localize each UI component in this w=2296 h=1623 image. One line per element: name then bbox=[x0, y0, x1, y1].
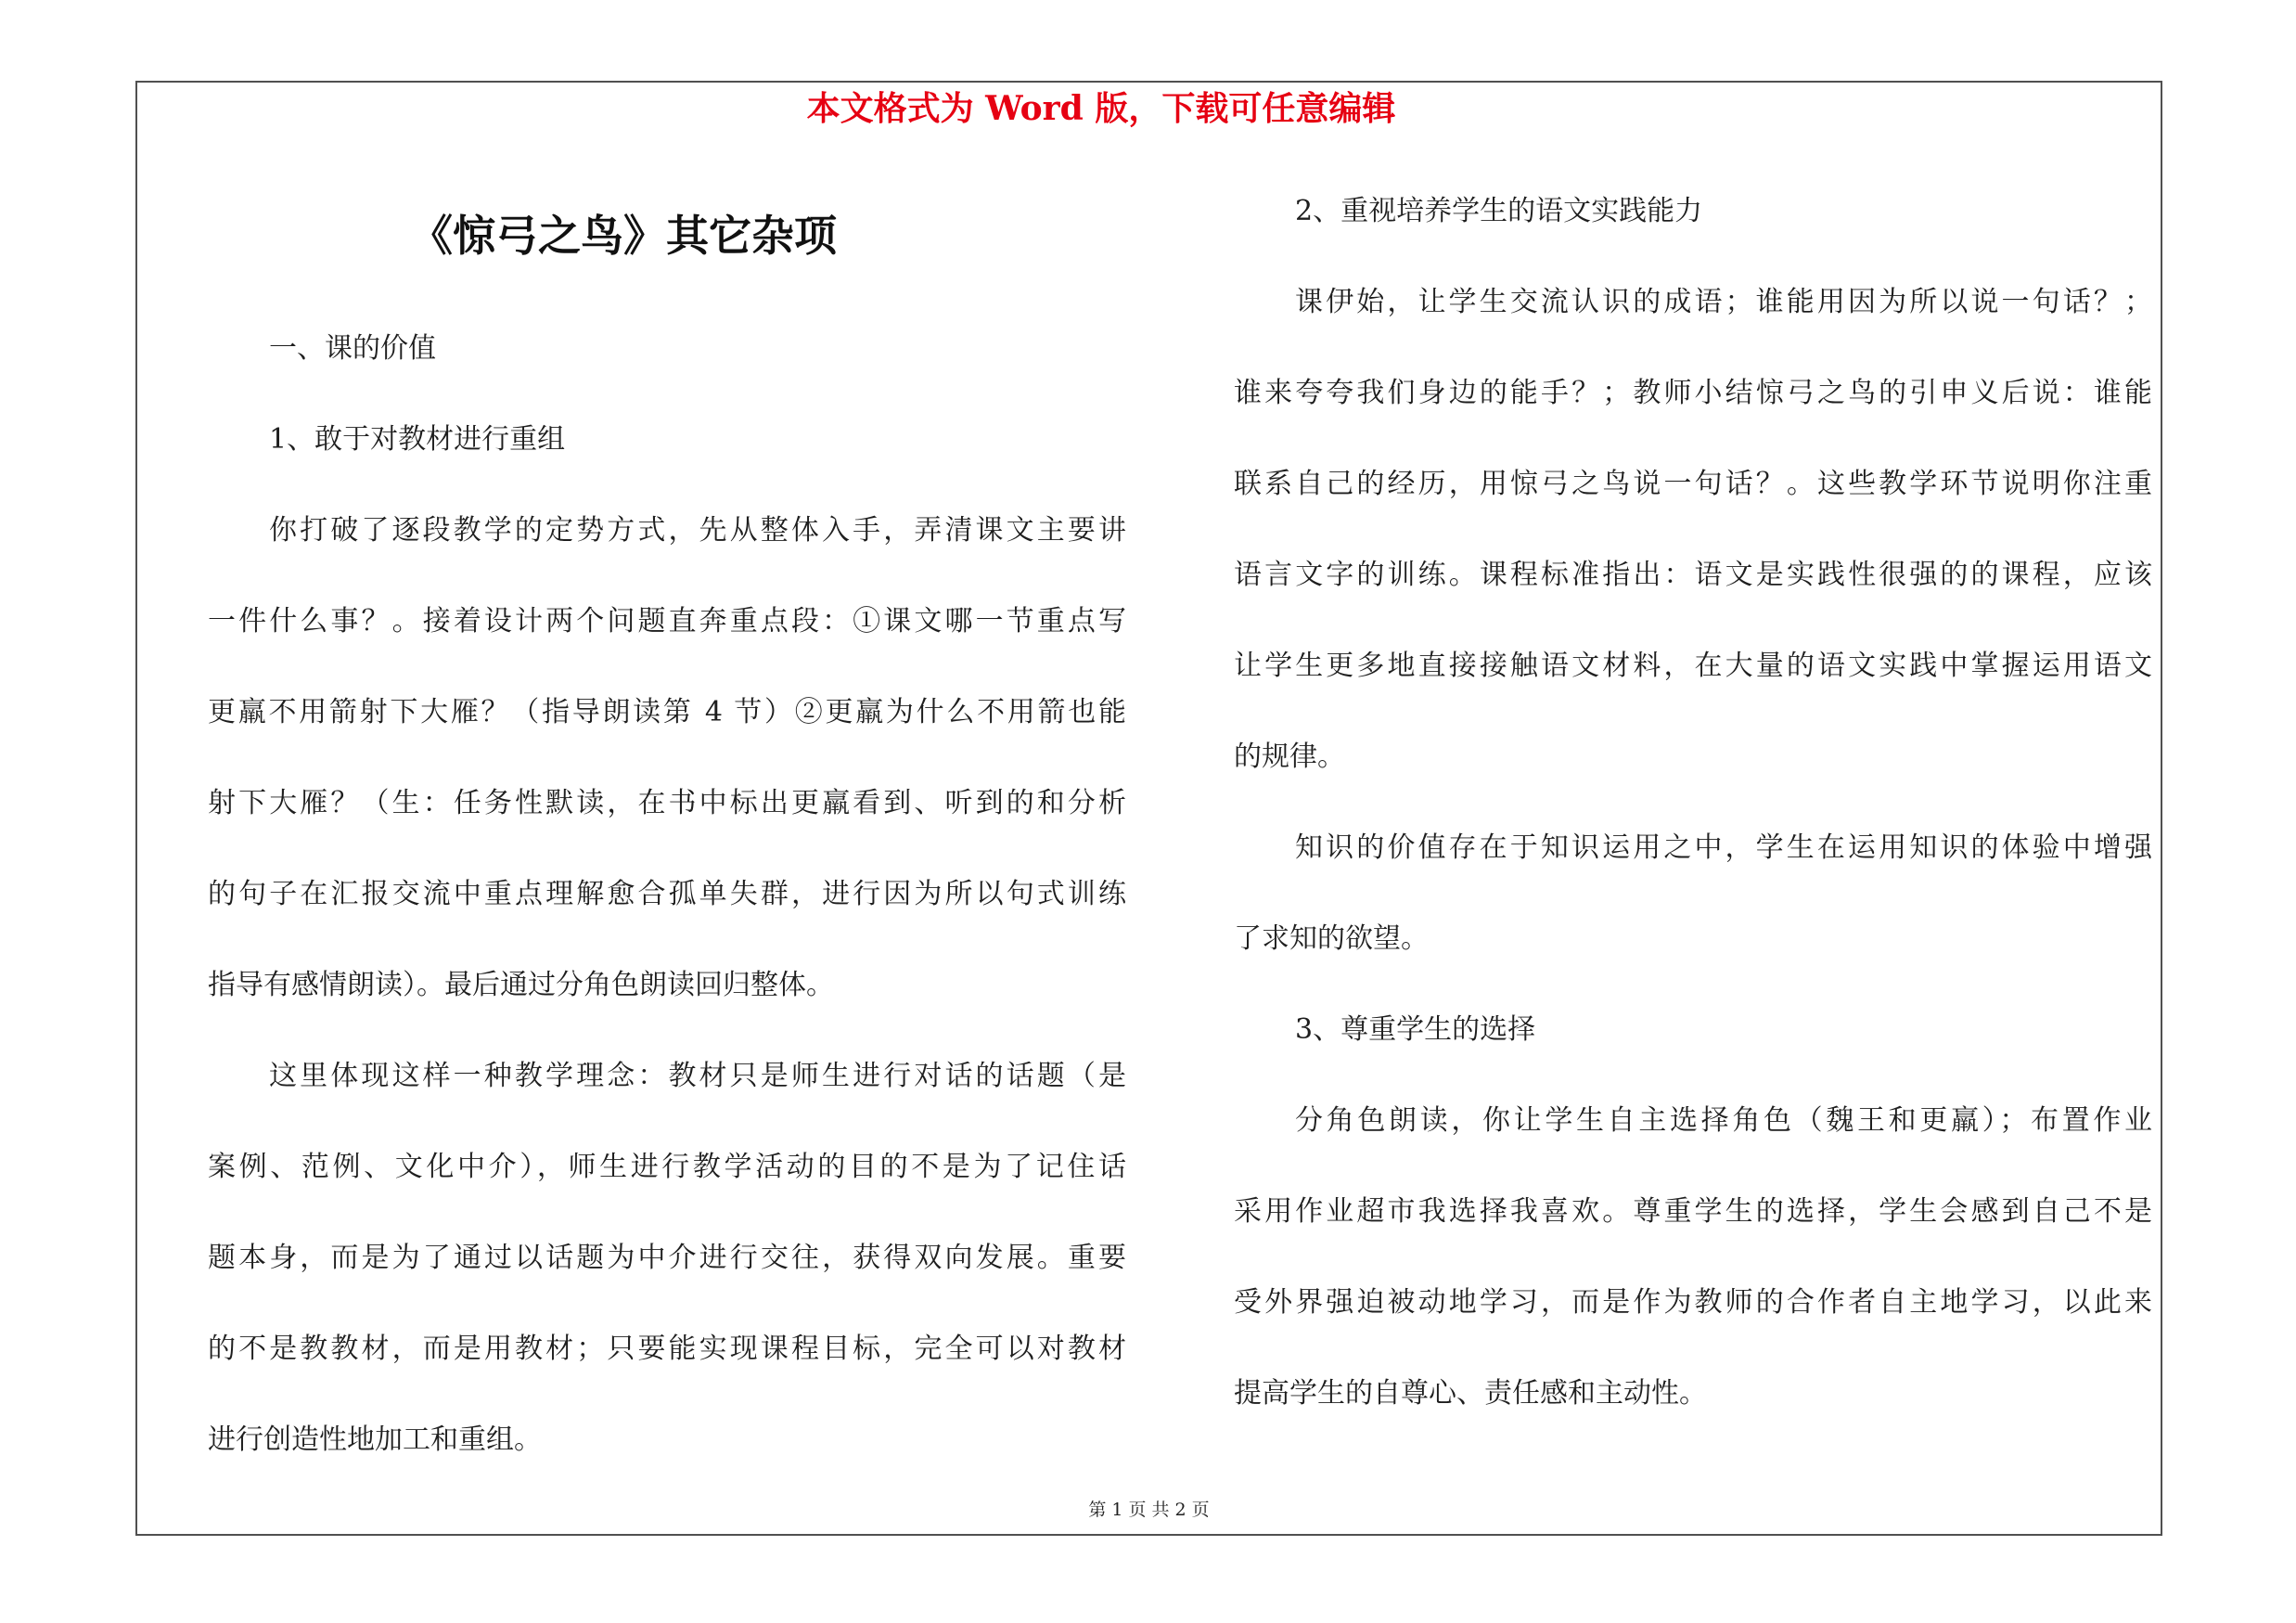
paragraph-4 bbox=[1234, 803, 2152, 985]
paragraph-3 bbox=[1234, 257, 2152, 803]
page-number-footer: 第 1 页 共 2 页 bbox=[1088, 1500, 1210, 1520]
left-column bbox=[208, 303, 1126, 1486]
paragraph-line: 联系自己的经历，用惊弓之鸟说一句话？。这些教学环节说明你注重 bbox=[1234, 468, 2152, 500]
paragraph-line: 的句子在汇报交流中重点理解愈合孤单失群，进行因为所以句式训练 bbox=[208, 878, 1126, 910]
paragraph-line: 让学生更多地直接接触语文材料，在大量的语文实践中掌握运用语文 bbox=[1234, 650, 2152, 682]
paragraph-line: 更羸不用箭射下大雁？（指导朗读第 4 节）②更羸为什么不用箭也能 bbox=[208, 696, 1126, 728]
document-title: 《惊弓之鸟》其它杂项 bbox=[410, 211, 837, 261]
paragraph-line: 指导有感情朗读）。最后通过分角色朗读回归整体。 bbox=[208, 969, 834, 1001]
subheading-3: 3、尊重学生的选择 bbox=[1295, 1013, 1536, 1046]
subheading-2: 2、重视培养学生的语文实践能力 bbox=[1295, 195, 1703, 227]
paragraph-line: 一件什么事？。接着设计两个问题直奔重点段：①课文哪一节重点写 bbox=[208, 605, 1126, 638]
paragraph-line: 的不是教教材，而是用教材；只要能实现课程目标，完全可以对教材 bbox=[208, 1333, 1126, 1365]
paragraph-line: 谁来夸夸我们身边的能手？；教师小结惊弓之鸟的引申义后说：谁能 bbox=[1234, 377, 2152, 409]
paragraph-5 bbox=[1234, 1076, 2152, 1439]
paragraph-line: 受外界强迫被动地学习，而是作为教师的合作者自主地学习，以此来 bbox=[1234, 1286, 2152, 1319]
paragraph-line: 进行创造性地加工和重组。 bbox=[208, 1423, 542, 1456]
paragraph-line: 知识的价值存在于知识运用之中，学生在运用知识的体验中增强 bbox=[1295, 831, 2152, 864]
paragraph-line: 采用作业超市我选择我喜欢。尊重学生的选择，学生会感到自己不是 bbox=[1234, 1195, 2152, 1228]
paragraph-line: 语言文字的训练。课程标准指出：语文是实践性很强的的课程，应该 bbox=[1234, 559, 2152, 591]
paragraph-line: 这里体现这样一种教学理念：教材只是师生进行对话的话题（是 bbox=[269, 1060, 1126, 1092]
paragraph-1 bbox=[208, 485, 1126, 1031]
format-notice-banner: 本文格式为 Word 版，下载可任意编辑 bbox=[806, 89, 1396, 128]
paragraph-line: 案例、范例、文化中介），师生进行教学活动的目的不是为了记住话 bbox=[208, 1151, 1126, 1183]
section-heading: 一、课的价值 bbox=[269, 332, 436, 365]
right-column bbox=[1234, 166, 2152, 1439]
paragraph-line: 的规律。 bbox=[1234, 741, 1345, 773]
paragraph-line: 课伊始，让学生交流认识的成语；谁能用因为所以说一句话？； bbox=[1295, 286, 2152, 318]
paragraph-line: 了求知的欲望。 bbox=[1234, 922, 1429, 955]
paragraph-line: 提高学生的自尊心、责任感和主动性。 bbox=[1234, 1377, 1707, 1410]
paragraph-line: 你打破了逐段教学的定势方式，先从整体入手，弄清课文主要讲 bbox=[269, 514, 1126, 547]
paragraph-line: 题本身，而是为了通过以话题为中介进行交往，获得双向发展。重要 bbox=[208, 1242, 1126, 1274]
subheading-1: 1、敢于对教材进行重组 bbox=[269, 423, 566, 456]
paragraph-2 bbox=[208, 1031, 1126, 1486]
paragraph-line: 分角色朗读，你让学生自主选择角色（魏王和更羸）；布置作业 bbox=[1295, 1104, 2152, 1137]
paragraph-line: 射下大雁？（生：任务性默读，在书中标出更羸看到、听到的和分析 bbox=[208, 787, 1126, 819]
